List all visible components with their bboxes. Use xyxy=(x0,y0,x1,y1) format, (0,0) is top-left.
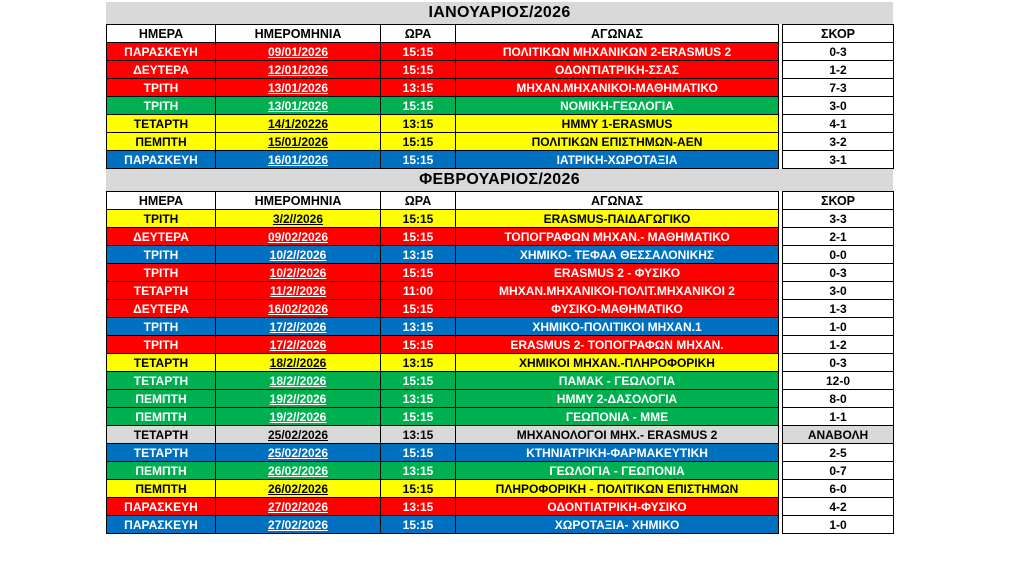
day-cell: ΤΕΤΑΡΤΗ xyxy=(107,115,216,133)
time-cell: 15:15 xyxy=(381,133,456,151)
match-cell: ΗΜΜΥ 2-ΔΑΣΟΛΟΓΙΑ xyxy=(456,390,779,408)
time-cell: 13:15 xyxy=(381,246,456,264)
match-cell: ΟΔΟΝΤΙΑΤΡΙΚΗ-ΣΣΑΣ xyxy=(456,61,779,79)
time-cell: 15:15 xyxy=(381,336,456,354)
header-match: ΑΓΩΝΑΣ xyxy=(456,25,779,43)
time-cell: 13:15 xyxy=(381,390,456,408)
match-cell: ΧΗΜΙΚΟ-ΠΟΛΙΤΙΚΟΙ ΜΗΧΑΝ.1 xyxy=(456,318,779,336)
table-row xyxy=(107,79,894,97)
match-cell: ERASMUS 2- ΤΟΠΟΓΡΑΦΩΝ ΜΗΧΑΝ. xyxy=(456,336,779,354)
score-cell: 3-0 xyxy=(783,282,894,300)
score-cell: 4-2 xyxy=(783,498,894,516)
date-cell: 27/02/2026 xyxy=(216,516,381,534)
date-cell: 19/2//2026 xyxy=(216,408,381,426)
time-cell: 13:15 xyxy=(381,79,456,97)
table-row xyxy=(107,61,894,79)
date-cell: 17/2//2026 xyxy=(216,336,381,354)
date-cell: 10/2//2026 xyxy=(216,246,381,264)
date-cell: 16/02/2026 xyxy=(216,300,381,318)
time-cell: 11:00 xyxy=(381,282,456,300)
day-cell: ΠΑΡΑΣΚΕΥΗ xyxy=(107,498,216,516)
date-cell: 09/02/2026 xyxy=(216,228,381,246)
date-cell: 16/01/2026 xyxy=(216,151,381,169)
match-cell: ΦΥΣΙΚΟ-ΜΑΘΗΜΑΤΙΚΟ xyxy=(456,300,779,318)
day-cell: ΤΡΙΤΗ xyxy=(107,318,216,336)
score-cell: 3-0 xyxy=(783,97,894,115)
time-cell: 13:15 xyxy=(381,426,456,444)
day-cell: ΤΕΤΑΡΤΗ xyxy=(107,426,216,444)
time-cell: 15:15 xyxy=(381,43,456,61)
day-cell: ΔΕΥΤΕΡΑ xyxy=(107,228,216,246)
day-cell: ΠΑΡΑΣΚΕΥΗ xyxy=(107,516,216,534)
date-cell: 26/02/2026 xyxy=(216,480,381,498)
day-cell: ΠΕΜΠΤΗ xyxy=(107,390,216,408)
time-cell: 15:15 xyxy=(381,61,456,79)
score-cell: 0-3 xyxy=(783,264,894,282)
month-title-february: ΦΕΒΡΟΥΑΡΙΟΣ/2026 xyxy=(106,169,893,191)
score-cell: 8-0 xyxy=(783,390,894,408)
day-cell: ΠΑΡΑΣΚΕΥΗ xyxy=(107,43,216,61)
score-cell: 3-1 xyxy=(783,151,894,169)
time-cell: 13:15 xyxy=(381,354,456,372)
header-date: ΗΜΕΡΟΜΗΝΙΑ xyxy=(216,25,381,43)
table-row xyxy=(107,444,894,462)
table-row xyxy=(107,115,894,133)
match-cell: ΝΟΜΙΚΗ-ΓΕΩΛΟΓΙΑ xyxy=(456,97,779,115)
date-cell: 3/2//2026 xyxy=(216,210,381,228)
score-cell: 0-3 xyxy=(783,354,894,372)
table-row xyxy=(107,354,894,372)
time-cell: 13:15 xyxy=(381,318,456,336)
match-cell: ERASMUS-ΠΑΙΔΑΓΩΓΙΚΟ xyxy=(456,210,779,228)
match-cell: ΙΑΤΡΙΚΗ-ΧΩΡΟΤΑΞΙΑ xyxy=(456,151,779,169)
rows-february xyxy=(107,210,894,534)
date-cell: 13/01/2026 xyxy=(216,97,381,115)
rows-january xyxy=(107,43,894,169)
day-cell: ΤΡΙΤΗ xyxy=(107,336,216,354)
date-cell: 10/2//2026 xyxy=(216,264,381,282)
score-cell: 0-0 xyxy=(783,246,894,264)
day-cell: ΠΕΜΠΤΗ xyxy=(107,133,216,151)
day-cell: ΤΡΙΤΗ xyxy=(107,79,216,97)
score-cell: 12-0 xyxy=(783,372,894,390)
day-cell: ΤΡΙΤΗ xyxy=(107,246,216,264)
score-cell: 1-0 xyxy=(783,318,894,336)
time-cell: 13:15 xyxy=(381,115,456,133)
day-cell: ΤΡΙΤΗ xyxy=(107,97,216,115)
match-cell: ΠΟΛΙΤΙΚΩΝ ΕΠΙΣΤΗΜΩΝ-ΑΕΝ xyxy=(456,133,779,151)
date-cell: 25/02/2026 xyxy=(216,426,381,444)
time-cell: 15:15 xyxy=(381,151,456,169)
match-cell: ΜΗΧΑΝΟΛΟΓΟΙ ΜΗΧ.- ERASMUS 2 xyxy=(456,426,779,444)
match-cell: ΚΤΗΝΙΑΤΡΙΚΗ-ΦΑΡΜΑΚΕΥΤΙΚΗ xyxy=(456,444,779,462)
match-cell: ΜΗΧΑΝ.ΜΗΧΑΝΙΚΟΙ-ΜΑΘΗΜΑΤΙΚΟ xyxy=(456,79,779,97)
time-cell: 15:15 xyxy=(381,408,456,426)
time-cell: 13:15 xyxy=(381,498,456,516)
date-cell: 11/2//2026 xyxy=(216,282,381,300)
table-row xyxy=(107,300,894,318)
score-cell: 7-3 xyxy=(783,79,894,97)
score-cell: 1-2 xyxy=(783,61,894,79)
date-cell: 25/02/2026 xyxy=(216,444,381,462)
header-time: ΩΡΑ xyxy=(381,192,456,210)
table-row xyxy=(107,43,894,61)
time-cell: 15:15 xyxy=(381,444,456,462)
header-score: ΣΚΟΡ xyxy=(783,25,894,43)
date-cell: 27/02/2026 xyxy=(216,498,381,516)
time-cell: 15:15 xyxy=(381,97,456,115)
schedule-table-february xyxy=(106,191,894,534)
day-cell: ΤΡΙΤΗ xyxy=(107,210,216,228)
score-cell: 0-3 xyxy=(783,43,894,61)
table-row xyxy=(107,318,894,336)
header-day: ΗΜΕΡΑ xyxy=(107,25,216,43)
day-cell: ΔΕΥΤΕΡΑ xyxy=(107,300,216,318)
match-cell: ΟΔΟΝΤΙΑΤΡΙΚΗ-ΦΥΣΙΚΟ xyxy=(456,498,779,516)
table-row xyxy=(107,151,894,169)
score-cell: 2-1 xyxy=(783,228,894,246)
time-cell: 15:15 xyxy=(381,264,456,282)
score-cell: 1-2 xyxy=(783,336,894,354)
match-cell: ΧΗΜΙΚΟΙ ΜΗΧΑΝ.-ΠΛΗΡΟΦΟΡΙΚΗ xyxy=(456,354,779,372)
time-cell: 15:15 xyxy=(381,210,456,228)
match-cell: ΠΑΜΑΚ - ΓΕΩΛΟΓΙΑ xyxy=(456,372,779,390)
header-match: ΑΓΩΝΑΣ xyxy=(456,192,779,210)
table-row xyxy=(107,246,894,264)
score-cell: 3-3 xyxy=(783,210,894,228)
month-title-january: ΙΑΝΟΥΑΡΙΟΣ/2026 xyxy=(106,2,893,24)
day-cell: ΤΕΤΑΡΤΗ xyxy=(107,444,216,462)
header-date: ΗΜΕΡΟΜΗΝΙΑ xyxy=(216,192,381,210)
match-cell: ERASMUS 2 - ΦΥΣΙΚΟ xyxy=(456,264,779,282)
header-score: ΣΚΟΡ xyxy=(783,192,894,210)
table-row xyxy=(107,282,894,300)
schedule-table-january xyxy=(106,24,894,169)
day-cell: ΤΡΙΤΗ xyxy=(107,264,216,282)
time-cell: 15:15 xyxy=(381,480,456,498)
match-cell: ΠΛΗΡΟΦΟΡΙΚΗ - ΠΟΛΙΤΙΚΩΝ ΕΠΙΣΤΗΜΩΝ xyxy=(456,480,779,498)
score-cell: 4-1 xyxy=(783,115,894,133)
time-cell: 15:15 xyxy=(381,372,456,390)
table-row xyxy=(107,264,894,282)
date-cell: 18/2//2026 xyxy=(216,372,381,390)
table-row xyxy=(107,210,894,228)
day-cell: ΤΕΤΑΡΤΗ xyxy=(107,354,216,372)
date-cell: 17/2//2026 xyxy=(216,318,381,336)
score-cell: 2-5 xyxy=(783,444,894,462)
day-cell: ΠΕΜΠΤΗ xyxy=(107,408,216,426)
day-cell: ΠΑΡΑΣΚΕΥΗ xyxy=(107,151,216,169)
date-cell: 14/1/20226 xyxy=(216,115,381,133)
table-row xyxy=(107,480,894,498)
day-cell: ΠΕΜΠΤΗ xyxy=(107,462,216,480)
match-cell: ΜΗΧΑΝ.ΜΗΧΑΝΙΚΟΙ-ΠΟΛΙΤ.ΜΗΧΑΝΙΚΟΙ 2 xyxy=(456,282,779,300)
table-row xyxy=(107,426,894,444)
time-cell: 13:15 xyxy=(381,462,456,480)
day-cell: ΠΕΜΠΤΗ xyxy=(107,480,216,498)
date-cell: 15/01/2026 xyxy=(216,133,381,151)
table-row xyxy=(107,498,894,516)
header-time: ΩΡΑ xyxy=(381,25,456,43)
header-row xyxy=(107,25,894,43)
match-cell: ΧΩΡΟΤΑΞΙΑ- ΧΗΜΙΚΟ xyxy=(456,516,779,534)
table-row xyxy=(107,372,894,390)
match-cell: ΠΟΛΙΤΙΚΩΝ ΜΗΧΑΝΙΚΩΝ 2-ERASMUS 2 xyxy=(456,43,779,61)
score-cell: 6-0 xyxy=(783,480,894,498)
table-row xyxy=(107,462,894,480)
header-row xyxy=(107,192,894,210)
score-cell: 3-2 xyxy=(783,133,894,151)
match-cell: ΗΜΜΥ 1-ERASMUS xyxy=(456,115,779,133)
date-cell: 12/01/2026 xyxy=(216,61,381,79)
day-cell: ΔΕΥΤΕΡΑ xyxy=(107,61,216,79)
table-row xyxy=(107,97,894,115)
time-cell: 15:15 xyxy=(381,516,456,534)
score-cell: 0-7 xyxy=(783,462,894,480)
date-cell: 26/02/2026 xyxy=(216,462,381,480)
match-cell: ΤΟΠΟΓΡΑΦΩΝ ΜΗΧΑΝ.- ΜΑΘΗΜΑΤΙΚΟ xyxy=(456,228,779,246)
date-cell: 09/01/2026 xyxy=(216,43,381,61)
table-row xyxy=(107,516,894,534)
header-day: ΗΜΕΡΑ xyxy=(107,192,216,210)
match-cell: ΧΗΜΙΚΟ- ΤΕΦΑΑ ΘΕΣΣΑΛΟΝΙΚΗΣ xyxy=(456,246,779,264)
day-cell: ΤΕΤΑΡΤΗ xyxy=(107,372,216,390)
score-cell: 1-1 xyxy=(783,408,894,426)
score-cell: 1-3 xyxy=(783,300,894,318)
match-cell: ΓΕΩΠΟΝΙΑ - ΜΜΕ xyxy=(456,408,779,426)
table-row xyxy=(107,228,894,246)
day-cell: ΤΕΤΑΡΤΗ xyxy=(107,282,216,300)
table-row xyxy=(107,408,894,426)
table-row xyxy=(107,390,894,408)
match-cell: ΓΕΩΛΟΓΙΑ - ΓΕΩΠΟΝΙΑ xyxy=(456,462,779,480)
date-cell: 13/01/2026 xyxy=(216,79,381,97)
table-row xyxy=(107,133,894,151)
time-cell: 15:15 xyxy=(381,228,456,246)
schedule-sheet xyxy=(106,2,893,534)
score-cell: ΑΝΑΒΟΛΗ xyxy=(783,426,894,444)
time-cell: 15:15 xyxy=(381,300,456,318)
score-cell: 1-0 xyxy=(783,516,894,534)
date-cell: 18/2//2026 xyxy=(216,354,381,372)
date-cell: 19/2//2026 xyxy=(216,390,381,408)
table-row xyxy=(107,336,894,354)
